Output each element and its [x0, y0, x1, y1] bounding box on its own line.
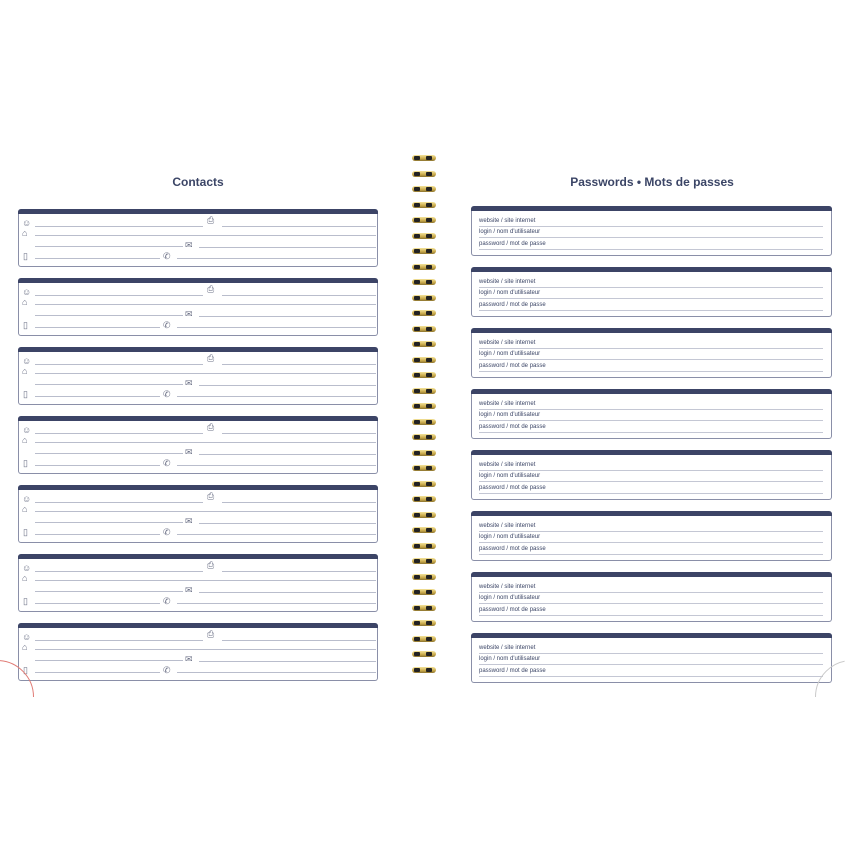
password-line [479, 493, 823, 494]
envelope-icon: ✉ [185, 240, 193, 250]
phone-field[interactable] [177, 672, 376, 673]
password-card [471, 267, 832, 317]
contact-card [18, 554, 378, 612]
password-field[interactable] [479, 363, 823, 373]
spiral-ring [410, 620, 438, 627]
contact-card [18, 209, 378, 267]
name-field[interactable] [35, 433, 203, 434]
password-line [479, 676, 823, 677]
address-field-2[interactable] [35, 315, 183, 316]
email-field[interactable] [199, 247, 376, 248]
login-label: login / nom d'utilisateur [479, 595, 541, 601]
website-field[interactable] [479, 462, 823, 472]
phone-field[interactable] [177, 327, 376, 328]
spiral-ring [410, 667, 438, 674]
fax-icon: ⎙ [207, 353, 215, 363]
login-field[interactable] [479, 656, 823, 666]
spiral-ring [410, 450, 438, 457]
card-header-bar [18, 623, 378, 628]
spiral-ring [410, 279, 438, 286]
spiral-ring [410, 171, 438, 178]
login-line [479, 664, 823, 665]
password-card [471, 633, 832, 683]
password-line [479, 249, 823, 250]
password-card [471, 572, 832, 622]
fax-icon: ⎙ [207, 284, 215, 294]
website-line [479, 409, 823, 410]
home-icon: ⌂ [22, 642, 28, 652]
website-field[interactable] [479, 584, 823, 594]
login-label: login / nom d'utilisateur [479, 412, 541, 418]
name-field[interactable] [35, 571, 203, 572]
passwords-title: Passwords • Mots de passes [570, 175, 734, 189]
password-field[interactable] [479, 485, 823, 495]
login-field[interactable] [479, 412, 823, 422]
home-icon: ⌂ [22, 504, 28, 514]
password-card [471, 389, 832, 439]
login-label: login / nom d'utilisateur [479, 473, 541, 479]
home-icon: ⌂ [22, 366, 28, 376]
spiral-ring [410, 651, 438, 658]
spiral-ring [410, 527, 438, 534]
envelope-icon: ✉ [185, 447, 193, 457]
name-field[interactable] [35, 226, 203, 227]
card-header-bar [471, 633, 832, 638]
card-header-bar [18, 416, 378, 421]
website-line [479, 348, 823, 349]
telephone-icon: ✆ [163, 251, 171, 261]
card-header-bar [471, 267, 832, 272]
password-line [479, 310, 823, 311]
password-card [471, 450, 832, 500]
website-field[interactable] [479, 340, 823, 350]
address-field-2[interactable] [35, 522, 183, 523]
login-field[interactable] [479, 595, 823, 605]
spiral-ring [410, 558, 438, 565]
login-field[interactable] [479, 351, 823, 361]
spiral-ring [410, 186, 438, 193]
website-line [479, 592, 823, 593]
phone-field[interactable] [177, 465, 376, 466]
mobile-field[interactable] [35, 603, 160, 604]
address-field-2[interactable] [35, 453, 183, 454]
card-header-bar [471, 389, 832, 394]
password-line [479, 371, 823, 372]
fax-icon: ⎙ [207, 491, 215, 501]
email-field[interactable] [199, 454, 376, 455]
login-label: login / nom d'utilisateur [479, 534, 541, 540]
password-label: password / mot de passe [479, 607, 546, 613]
home-icon: ⌂ [22, 228, 28, 238]
fax-field[interactable] [222, 295, 376, 296]
card-header-bar [471, 328, 832, 333]
login-label: login / nom d'utilisateur [479, 290, 541, 296]
fax-field[interactable] [222, 433, 376, 434]
spiral-ring [410, 543, 438, 550]
spiral-ring [410, 388, 438, 395]
phone-field[interactable] [177, 603, 376, 604]
spiral-ring [410, 496, 438, 503]
mobile-field[interactable] [35, 258, 160, 259]
name-field[interactable] [35, 364, 203, 365]
spiral-ring [410, 434, 438, 441]
spiral-ring [410, 403, 438, 410]
login-field[interactable] [479, 290, 823, 300]
phone-field[interactable] [177, 258, 376, 259]
person-icon: ☺ [22, 287, 32, 297]
website-label: website / site internet [479, 462, 536, 468]
fax-field[interactable] [222, 502, 376, 503]
address-field-2[interactable] [35, 384, 183, 385]
spiral-ring [410, 295, 438, 302]
passwords-list [471, 206, 832, 694]
spiral-ring [410, 310, 438, 317]
password-line [479, 432, 823, 433]
telephone-icon: ✆ [163, 458, 171, 468]
spiral-ring [410, 636, 438, 643]
mobile-phone-icon: ▯ [23, 458, 28, 468]
login-label: login / nom d'utilisateur [479, 229, 541, 235]
spiral-ring [410, 248, 438, 255]
email-field[interactable] [199, 661, 376, 662]
mobile-field[interactable] [35, 534, 160, 535]
mobile-field[interactable] [35, 672, 160, 673]
website-label: website / site internet [479, 340, 536, 346]
login-field[interactable] [479, 229, 823, 239]
website-line [479, 531, 823, 532]
website-line [479, 287, 823, 288]
password-line [479, 554, 823, 555]
telephone-icon: ✆ [163, 320, 171, 330]
password-label: password / mot de passe [479, 363, 546, 369]
spiral-ring [410, 341, 438, 348]
website-field[interactable] [479, 279, 823, 289]
card-header-bar [18, 278, 378, 283]
fax-icon: ⎙ [207, 215, 215, 225]
website-label: website / site internet [479, 401, 536, 407]
spiral-ring [410, 372, 438, 379]
address-field-2[interactable] [35, 660, 183, 661]
password-field[interactable] [479, 546, 823, 556]
address-field[interactable] [35, 304, 376, 305]
address-field[interactable] [35, 580, 376, 581]
card-header-bar [18, 347, 378, 352]
fax-field[interactable] [222, 364, 376, 365]
password-card [471, 328, 832, 378]
address-field[interactable] [35, 373, 376, 374]
contact-card [18, 278, 378, 336]
telephone-icon: ✆ [163, 665, 171, 675]
fax-icon: ⎙ [207, 560, 215, 570]
spiral-binding [410, 155, 440, 700]
telephone-icon: ✆ [163, 596, 171, 606]
spiral-ring [410, 155, 438, 162]
mobile-field[interactable] [35, 465, 160, 466]
password-field[interactable] [479, 424, 823, 434]
address-field[interactable] [35, 442, 376, 443]
login-field[interactable] [479, 534, 823, 544]
login-line [479, 542, 823, 543]
address-field-2[interactable] [35, 246, 183, 247]
contact-card [18, 623, 378, 681]
envelope-icon: ✉ [185, 378, 193, 388]
card-header-bar [18, 485, 378, 490]
person-icon: ☺ [22, 218, 32, 228]
login-line [479, 481, 823, 482]
contacts-list [18, 209, 378, 692]
login-line [479, 298, 823, 299]
login-label: login / nom d'utilisateur [479, 351, 541, 357]
login-label: login / nom d'utilisateur [479, 656, 541, 662]
spiral-ring [410, 357, 438, 364]
mobile-phone-icon: ▯ [23, 320, 28, 330]
fax-icon: ⎙ [207, 629, 215, 639]
contact-card [18, 347, 378, 405]
password-label: password / mot de passe [479, 424, 546, 430]
address-field-2[interactable] [35, 591, 183, 592]
home-icon: ⌂ [22, 573, 28, 583]
name-field[interactable] [35, 295, 203, 296]
password-field[interactable] [479, 607, 823, 617]
website-label: website / site internet [479, 584, 536, 590]
website-label: website / site internet [479, 218, 536, 224]
address-field[interactable] [35, 649, 376, 650]
spiral-ring [410, 512, 438, 519]
website-line [479, 470, 823, 471]
name-field[interactable] [35, 640, 203, 641]
spiral-ring [410, 465, 438, 472]
envelope-icon: ✉ [185, 585, 193, 595]
mobile-phone-icon: ▯ [23, 527, 28, 537]
password-card [471, 206, 832, 256]
card-header-bar [18, 554, 378, 559]
password-line [479, 615, 823, 616]
card-header-bar [471, 206, 832, 211]
person-icon: ☺ [22, 425, 32, 435]
phone-field[interactable] [177, 396, 376, 397]
spiral-ring [410, 217, 438, 224]
website-line [479, 226, 823, 227]
fax-field[interactable] [222, 571, 376, 572]
spiral-ring [410, 481, 438, 488]
email-field[interactable] [199, 316, 376, 317]
website-label: website / site internet [479, 523, 536, 529]
address-field[interactable] [35, 235, 376, 236]
mobile-field[interactable] [35, 396, 160, 397]
password-label: password / mot de passe [479, 302, 546, 308]
home-icon: ⌂ [22, 297, 28, 307]
person-icon: ☺ [22, 356, 32, 366]
telephone-icon: ✆ [163, 389, 171, 399]
spiral-ring [410, 574, 438, 581]
password-field[interactable] [479, 302, 823, 312]
login-field[interactable] [479, 473, 823, 483]
card-header-bar [471, 572, 832, 577]
email-field[interactable] [199, 523, 376, 524]
phone-field[interactable] [177, 534, 376, 535]
spiral-ring [410, 233, 438, 240]
spiral-ring [410, 589, 438, 596]
password-card [471, 511, 832, 561]
card-header-bar [471, 511, 832, 516]
name-field[interactable] [35, 502, 203, 503]
mobile-phone-icon: ▯ [23, 665, 28, 675]
contacts-title: Contacts [172, 175, 224, 189]
website-field[interactable] [479, 401, 823, 411]
spiral-ring [410, 202, 438, 209]
envelope-icon: ✉ [185, 309, 193, 319]
mobile-phone-icon: ▯ [23, 596, 28, 606]
website-label: website / site internet [479, 645, 536, 651]
fax-icon: ⎙ [207, 422, 215, 432]
website-line [479, 653, 823, 654]
card-header-bar [471, 450, 832, 455]
password-field[interactable] [479, 668, 823, 678]
mobile-phone-icon: ▯ [23, 251, 28, 261]
password-field[interactable] [479, 241, 823, 251]
person-icon: ☺ [22, 563, 32, 573]
contact-card [18, 416, 378, 474]
person-icon: ☺ [22, 494, 32, 504]
spiral-ring [410, 605, 438, 612]
envelope-icon: ✉ [185, 516, 193, 526]
fax-field[interactable] [222, 226, 376, 227]
envelope-icon: ✉ [185, 654, 193, 664]
address-field[interactable] [35, 511, 376, 512]
card-header-bar [18, 209, 378, 214]
password-label: password / mot de passe [479, 668, 546, 674]
password-label: password / mot de passe [479, 485, 546, 491]
website-field[interactable] [479, 218, 823, 228]
login-line [479, 603, 823, 604]
contact-card [18, 485, 378, 543]
home-icon: ⌂ [22, 435, 28, 445]
website-label: website / site internet [479, 279, 536, 285]
password-label: password / mot de passe [479, 546, 546, 552]
login-line [479, 420, 823, 421]
login-line [479, 359, 823, 360]
fax-field[interactable] [222, 640, 376, 641]
email-field[interactable] [199, 592, 376, 593]
email-field[interactable] [199, 385, 376, 386]
website-field[interactable] [479, 645, 823, 655]
password-label: password / mot de passe [479, 241, 546, 247]
login-line [479, 237, 823, 238]
telephone-icon: ✆ [163, 527, 171, 537]
website-field[interactable] [479, 523, 823, 533]
person-icon: ☺ [22, 632, 32, 642]
spiral-ring [410, 419, 438, 426]
spiral-ring [410, 326, 438, 333]
mobile-field[interactable] [35, 327, 160, 328]
mobile-phone-icon: ▯ [23, 389, 28, 399]
spiral-ring [410, 264, 438, 271]
